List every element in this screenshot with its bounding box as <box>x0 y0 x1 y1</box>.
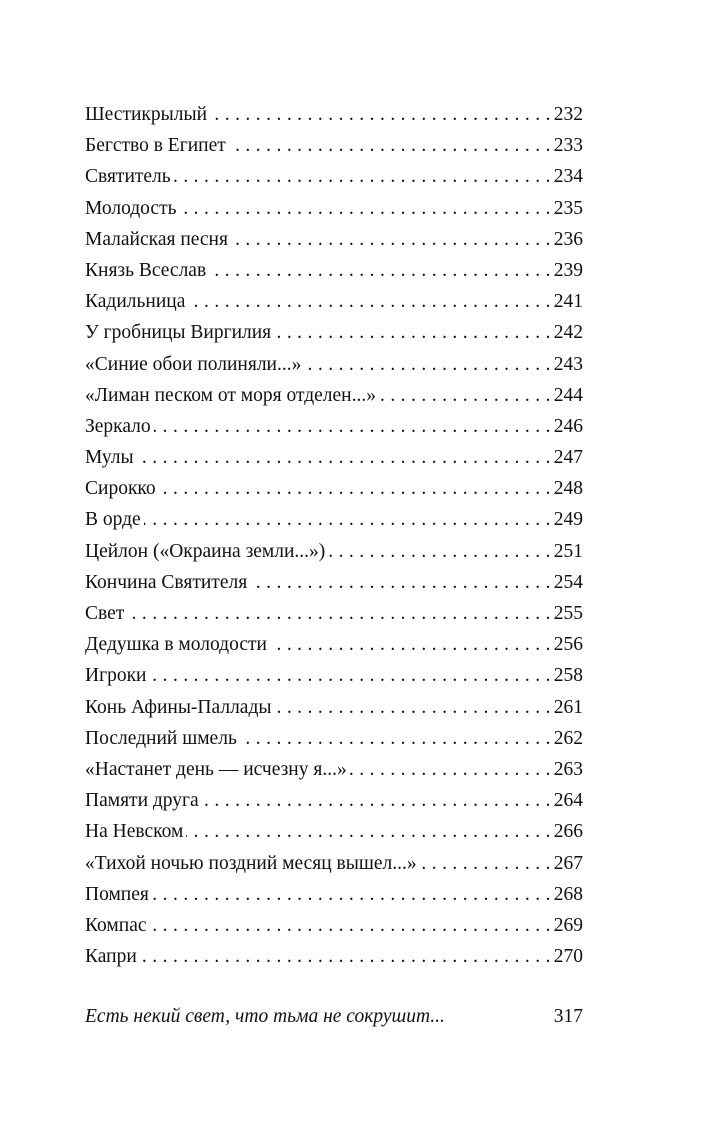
toc-entry-title: Святитель <box>85 166 171 188</box>
toc-entry <box>85 567 583 598</box>
toc-entry <box>85 629 583 660</box>
toc-entry-title: Компас <box>85 914 147 936</box>
dot-leader <box>137 442 551 473</box>
toc-entry-title: «Тихой ночью поздний месяц вышел...» <box>85 852 417 874</box>
toc-entry <box>85 349 583 380</box>
toc-entry <box>85 193 583 224</box>
toc-entry-page: 247 <box>553 447 583 469</box>
toc-entry <box>85 692 583 723</box>
dot-leader <box>328 536 550 567</box>
running-title: Есть некий свет, что тьма не сокрушит... <box>85 1006 445 1027</box>
toc-entry <box>85 879 583 910</box>
toc-entry-title: Памяти друга <box>85 790 199 812</box>
toc-entry-page: 244 <box>553 384 583 406</box>
dot-leader <box>127 598 550 629</box>
toc-entry <box>85 317 583 348</box>
toc-entry-page: 261 <box>553 696 583 718</box>
toc-entry <box>85 504 583 535</box>
toc-entry-title: Мулы <box>85 447 134 469</box>
toc-entry-title: В орде <box>85 509 141 531</box>
toc-entry <box>85 380 583 411</box>
dot-leader <box>140 941 551 972</box>
toc-entry <box>85 754 583 785</box>
dot-leader <box>270 629 551 660</box>
dot-leader <box>210 99 551 130</box>
toc-entry-title: Сирокко <box>85 478 156 500</box>
toc-entry-title: Цейлон («Окраина земли...») <box>85 540 326 562</box>
toc-entry <box>85 816 583 847</box>
toc-entry <box>85 941 583 972</box>
toc-entry-page: 232 <box>553 104 583 125</box>
toc-entry-title: Кончина Святителя <box>85 571 248 593</box>
toc-entry-page: 267 <box>553 852 583 874</box>
toc-entry <box>85 442 583 473</box>
toc-entry <box>85 785 583 816</box>
toc-entry-page: 233 <box>553 135 583 157</box>
toc-entry <box>85 723 583 754</box>
table-of-contents <box>85 99 583 972</box>
dot-leader <box>274 692 550 723</box>
dot-leader <box>202 785 551 816</box>
toc-entry <box>85 473 583 504</box>
dot-leader <box>229 130 551 161</box>
dot-leader <box>304 349 550 380</box>
toc-entry-title: Последний шмель <box>85 727 237 749</box>
toc-entry-page: 264 <box>553 790 583 812</box>
dot-leader <box>188 286 550 317</box>
toc-entry-title: Капри <box>85 946 137 968</box>
toc-entry-title: Кадильница <box>85 291 186 313</box>
toc-entry-page: 263 <box>553 758 583 780</box>
toc-entry-page: 243 <box>553 353 583 375</box>
toc-entry-title: «Настанет день — исчезну я...» <box>85 758 347 780</box>
toc-entry-page: 234 <box>553 166 583 188</box>
toc-entry-page: 249 <box>553 509 583 531</box>
toc-entry-page: 241 <box>553 291 583 313</box>
dot-leader <box>240 723 551 754</box>
toc-entry <box>85 224 583 255</box>
toc-entry-page: 268 <box>553 883 583 905</box>
toc-entry-title: Молодость <box>85 197 177 219</box>
toc-entry-page: 248 <box>553 478 583 500</box>
toc-entry-page: 256 <box>553 634 583 656</box>
dot-leader <box>154 411 551 442</box>
page-number: 317 <box>553 1006 583 1027</box>
toc-entry <box>85 660 583 691</box>
toc-entry-page: 262 <box>553 727 583 749</box>
toc-entry <box>85 130 583 161</box>
toc-entry-page: 242 <box>553 322 583 344</box>
toc-entry-title: «Синие обои полиняли...» <box>85 353 302 375</box>
toc-entry-title: Помпея <box>85 883 149 905</box>
dot-leader <box>420 848 551 879</box>
dot-leader <box>274 317 551 348</box>
toc-entry-page: 246 <box>553 415 583 437</box>
toc-entry-title: На Невском <box>85 821 184 843</box>
toc-entry <box>85 286 583 317</box>
dot-leader <box>152 879 551 910</box>
dot-leader <box>150 910 551 941</box>
dot-leader <box>174 161 551 192</box>
toc-entry-title: Игроки <box>85 665 147 687</box>
dot-leader <box>144 504 551 535</box>
dot-leader <box>209 255 551 286</box>
toc-entry-page: 266 <box>553 821 583 843</box>
toc-entry <box>85 598 583 629</box>
toc-entry-title: Бегство в Египет <box>85 135 226 157</box>
toc-entry <box>85 255 583 286</box>
toc-entry-title: У гробницы Виргилия <box>85 322 272 344</box>
toc-entry <box>85 161 583 192</box>
toc-entry <box>85 536 583 567</box>
toc-entry <box>85 848 583 879</box>
page-footer <box>85 1003 583 1031</box>
toc-entry-title: Зеркало <box>85 415 151 437</box>
toc-entry-title: Князь Всеслав <box>85 259 207 281</box>
dot-leader <box>379 380 551 411</box>
toc-entry-page: 239 <box>553 259 583 281</box>
toc-entry-page: 255 <box>553 603 583 624</box>
dot-leader <box>250 567 551 598</box>
toc-entry-page: 235 <box>553 197 583 219</box>
dot-leader <box>186 816 550 847</box>
toc-entry-page: 270 <box>553 946 583 968</box>
toc-entry-title: Дедушка в молодости <box>85 634 267 656</box>
toc-entry <box>85 99 583 130</box>
toc-entry-title: Малайская песня <box>85 228 228 250</box>
toc-entry-page: 258 <box>553 665 583 687</box>
dot-leader <box>180 193 551 224</box>
toc-entry-title: Шестикрылый <box>85 104 208 125</box>
toc-entry-page: 251 <box>553 540 583 562</box>
toc-entry-title: Конь Афины-Паллады <box>85 696 272 718</box>
toc-entry-page: 236 <box>553 228 583 250</box>
toc-entry <box>85 910 583 941</box>
toc-entry-title: Свет <box>85 603 125 624</box>
dot-leader <box>350 754 551 785</box>
dot-leader <box>231 224 551 255</box>
dot-leader <box>159 473 551 504</box>
toc-entry-page: 269 <box>553 914 583 936</box>
toc-entry-page: 254 <box>553 571 583 593</box>
toc-entry-title: «Лиман песком от моря отделен...» <box>85 384 376 406</box>
toc-entry <box>85 411 583 442</box>
dot-leader <box>150 660 551 691</box>
